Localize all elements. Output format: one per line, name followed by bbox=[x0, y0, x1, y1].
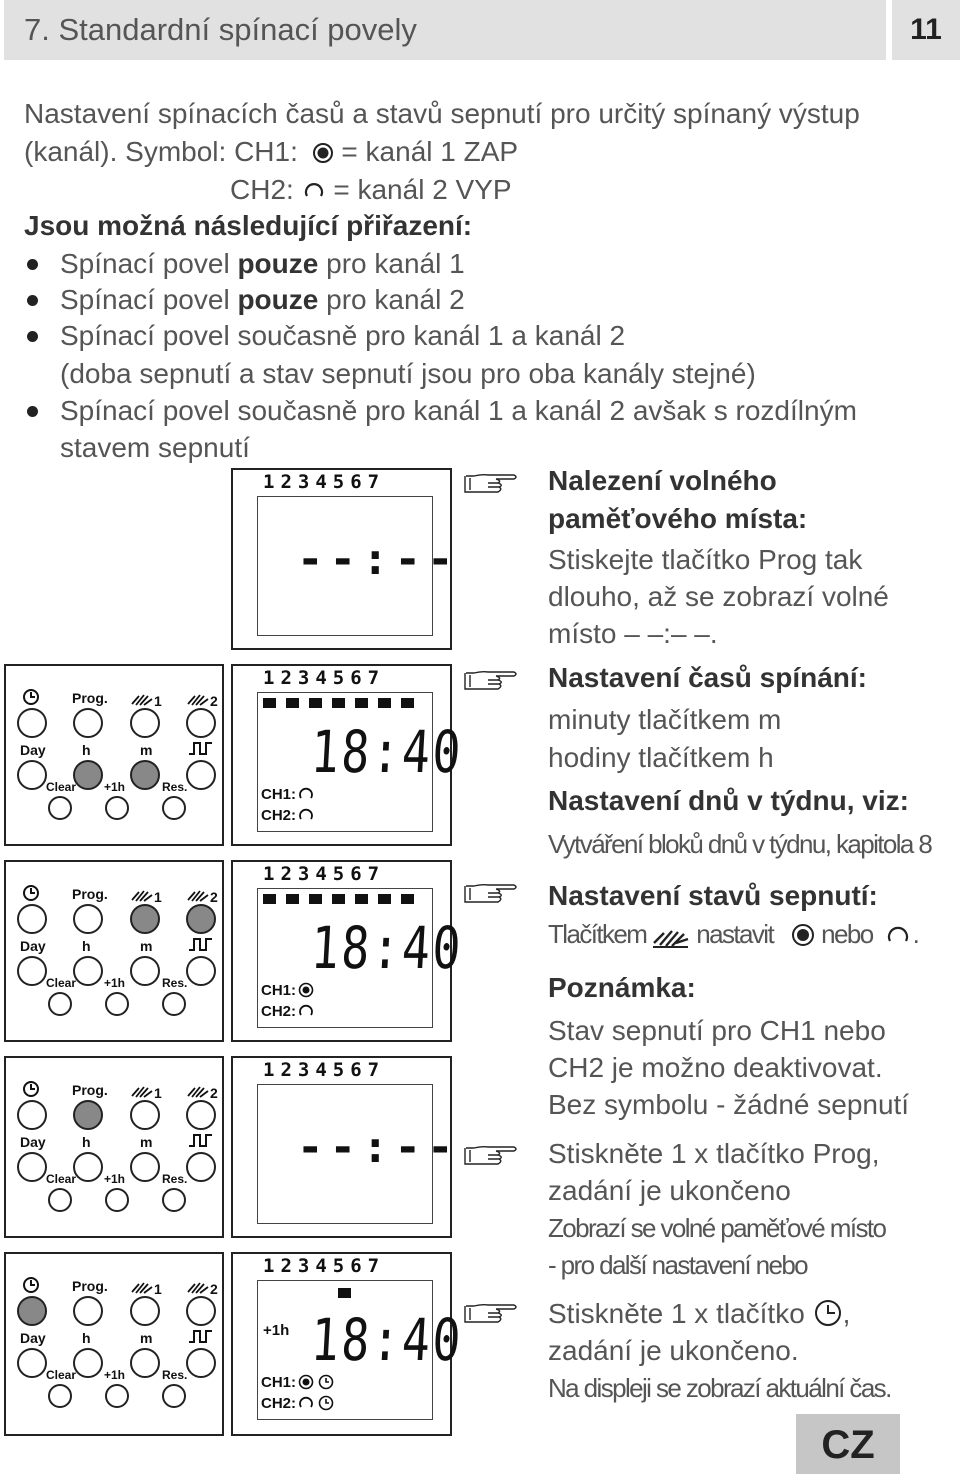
intro-line-3: CH2: = kanál 2 VYP bbox=[230, 174, 512, 205]
lcd-display-current-time bbox=[231, 1252, 465, 1436]
key-label-m: m bbox=[140, 1134, 153, 1150]
hour-button[interactable] bbox=[73, 956, 103, 986]
clock-button[interactable] bbox=[17, 708, 47, 738]
day-button[interactable] bbox=[17, 1348, 47, 1378]
lcd-display-time-set bbox=[231, 664, 465, 846]
note-text-2: CH2 je možno deaktivovat. bbox=[548, 1052, 883, 1083]
keypad-step-2 bbox=[4, 664, 224, 846]
lcd-ch1: CH1: bbox=[261, 982, 314, 999]
plus1h-button[interactable] bbox=[105, 1384, 129, 1408]
channel-on-icon bbox=[791, 923, 815, 947]
channel-on-icon bbox=[298, 982, 314, 998]
key-label-h: h bbox=[82, 1134, 91, 1150]
channel-2-button[interactable] bbox=[186, 1100, 216, 1130]
channel-off-icon bbox=[298, 1004, 314, 1018]
hand-icon bbox=[130, 690, 154, 706]
minute-button[interactable] bbox=[130, 760, 160, 790]
key-label-ch2: 2 bbox=[186, 1278, 218, 1297]
pulse-button[interactable] bbox=[186, 1348, 216, 1378]
key-label-day: Day bbox=[20, 938, 46, 954]
clock-button[interactable] bbox=[17, 1100, 47, 1130]
lcd-weekdays: 1234567 bbox=[263, 863, 386, 885]
channel-off-icon bbox=[885, 923, 911, 947]
key-label-prog: Prog. bbox=[72, 1278, 108, 1294]
intro-line-1: Nastavení spínacích časů a stavů sepnutí pro určitý spínaný výstup bbox=[24, 98, 860, 129]
step2-text-2: hodiny tlačítkem h bbox=[548, 742, 774, 773]
clear-button[interactable] bbox=[48, 1384, 72, 1408]
hand-button-icon bbox=[650, 921, 692, 949]
lcd-day-segments bbox=[263, 698, 433, 708]
key-label-plus1h: +1h bbox=[104, 780, 126, 794]
header-bar bbox=[4, 0, 886, 60]
key-label-h: h bbox=[82, 938, 91, 954]
step1-text-3: místo – –:– –. bbox=[548, 618, 718, 649]
hour-button[interactable] bbox=[73, 760, 103, 790]
key-label-plus1h: +1h bbox=[104, 1172, 126, 1186]
key-label-plus1h: +1h bbox=[104, 976, 126, 990]
channel-1-button[interactable] bbox=[130, 904, 160, 934]
minute-button[interactable] bbox=[130, 1152, 160, 1182]
bullet-dot bbox=[27, 406, 38, 417]
key-label-ch1: 1 bbox=[130, 690, 162, 709]
hand-icon bbox=[130, 1082, 154, 1098]
step1-text-2: dlouho, až se zobrazí volné bbox=[548, 581, 889, 612]
bullet-3: Spínací povel současně pro kanál 1 a kanál 2 bbox=[60, 320, 626, 351]
key-label-clear: Clear bbox=[46, 976, 77, 990]
bullet-dot bbox=[27, 295, 38, 306]
clock-icon bbox=[318, 1374, 334, 1390]
section-heading: Jsou možná následující přiřazení: bbox=[24, 210, 473, 241]
key-label-clear: Clear bbox=[46, 1368, 77, 1382]
bullet-dot bbox=[27, 259, 38, 270]
hand-icon bbox=[130, 1278, 154, 1294]
channel-off-icon bbox=[298, 787, 314, 801]
channel-off-icon bbox=[302, 180, 326, 202]
channel-1-button[interactable] bbox=[130, 1100, 160, 1130]
keypad-step-4 bbox=[4, 1056, 224, 1238]
clock-button[interactable] bbox=[17, 1296, 47, 1326]
lcd-time: 18:40 bbox=[309, 914, 465, 982]
key-label-m: m bbox=[140, 1330, 153, 1346]
section-title: 7. Standardní spínací povely bbox=[24, 12, 417, 47]
keypad-step-3 bbox=[4, 860, 224, 1042]
clock-icon bbox=[22, 884, 40, 902]
lcd-display-ch1-on bbox=[231, 860, 465, 1042]
key-label-day: Day bbox=[20, 1330, 46, 1346]
hand-icon bbox=[186, 1278, 210, 1294]
key-label-h: h bbox=[82, 1330, 91, 1346]
lcd-weekdays: 1234567 bbox=[263, 1255, 386, 1277]
reset-button[interactable] bbox=[162, 796, 186, 820]
channel-2-button[interactable] bbox=[186, 708, 216, 738]
lcd-empty-time: --:-- bbox=[297, 1122, 460, 1173]
key-label-day: Day bbox=[20, 1134, 46, 1150]
step1-title-1: Nalezení volného bbox=[548, 465, 777, 496]
pulse-button[interactable] bbox=[186, 956, 216, 986]
step4-text-2: zadání je ukončeno bbox=[548, 1175, 791, 1206]
pointing-hand-icon bbox=[462, 470, 520, 498]
step5-text-1: Stiskněte 1 x tlačítko , bbox=[548, 1298, 851, 1329]
lcd-weekdays: 1234567 bbox=[263, 667, 386, 689]
pointing-hand-icon bbox=[462, 880, 520, 908]
clock-icon bbox=[22, 688, 40, 706]
step5-text-3: Na displeji se zobrazí aktuální čas. bbox=[548, 1373, 891, 1403]
key-label-res: Res. bbox=[162, 1172, 188, 1186]
hour-button[interactable] bbox=[73, 1348, 103, 1378]
keypad-step-5 bbox=[4, 1252, 224, 1436]
lcd-weekdays: 1234567 bbox=[263, 1059, 386, 1081]
pointing-hand-icon bbox=[462, 1300, 520, 1328]
hand-icon bbox=[186, 886, 210, 902]
prog-button[interactable] bbox=[73, 1100, 103, 1130]
prog-button[interactable] bbox=[73, 1296, 103, 1326]
reset-button[interactable] bbox=[162, 1188, 186, 1212]
pointing-hand-icon bbox=[462, 1142, 520, 1170]
step4-text-4: - pro další nastavení nebo bbox=[548, 1250, 808, 1280]
minute-button[interactable] bbox=[130, 956, 160, 986]
step3-title: Nastavení stavů sepnutí: bbox=[548, 880, 878, 911]
clear-button[interactable] bbox=[48, 1188, 72, 1212]
step1-title-2: paměťového místa: bbox=[548, 503, 808, 534]
key-label-m: m bbox=[140, 938, 153, 954]
hand-icon bbox=[130, 886, 154, 902]
clear-button[interactable] bbox=[48, 796, 72, 820]
channel-1-button[interactable] bbox=[130, 708, 160, 738]
key-label-ch2: 2 bbox=[186, 690, 218, 709]
prog-button[interactable] bbox=[73, 708, 103, 738]
channel-1-button[interactable] bbox=[130, 1296, 160, 1326]
clock-icon bbox=[22, 1080, 40, 1098]
step4-text-3: Zobrazí se volné paměťové místo bbox=[548, 1213, 886, 1243]
pulse-icon bbox=[188, 936, 214, 952]
channel-2-button[interactable] bbox=[186, 904, 216, 934]
lcd-empty-time: --:-- bbox=[297, 534, 460, 585]
key-label-plus1h: +1h bbox=[104, 1368, 126, 1382]
bullet-1: Spínací povel pouze pro kanál 1 bbox=[60, 248, 465, 279]
pulse-icon bbox=[188, 1328, 214, 1344]
note-title: Poznámka: bbox=[548, 972, 696, 1003]
lcd-time: 18:40 bbox=[309, 718, 465, 786]
day-button[interactable] bbox=[17, 760, 47, 790]
lcd-display-empty-slot bbox=[231, 468, 460, 650]
step2-text-3: Vytváření bloků dnů v týdnu, kapitola 8 bbox=[548, 829, 932, 859]
pulse-button[interactable] bbox=[186, 760, 216, 790]
key-label-prog: Prog. bbox=[72, 1082, 108, 1098]
day-button[interactable] bbox=[17, 1152, 47, 1182]
clear-button[interactable] bbox=[48, 992, 72, 1016]
step1-text-1: Stiskejte tlačítko Prog tak bbox=[548, 544, 863, 575]
plus1h-button[interactable] bbox=[105, 1188, 129, 1212]
key-label-ch2: 2 bbox=[186, 886, 218, 905]
clock-icon bbox=[22, 1276, 40, 1294]
lcd-ch2: CH2: bbox=[261, 807, 314, 824]
key-label-res: Res. bbox=[162, 780, 188, 794]
key-label-res: Res. bbox=[162, 976, 188, 990]
key-label-ch1: 1 bbox=[130, 886, 162, 905]
lcd-dst-indicator: +1h bbox=[263, 1322, 290, 1339]
note-text-3: Bez symbolu - žádné sepnutí bbox=[548, 1089, 910, 1120]
lcd-time: 18:40 bbox=[309, 1306, 465, 1374]
key-label-h: h bbox=[82, 742, 91, 758]
lcd-weekdays: 1234567 bbox=[263, 471, 386, 493]
note-text-1: Stav sepnutí pro CH1 nebo bbox=[548, 1015, 886, 1046]
lcd-ch1: CH1: bbox=[261, 1374, 334, 1391]
hand-icon bbox=[186, 690, 210, 706]
hand-icon bbox=[186, 1082, 210, 1098]
step2-text-1: minuty tlačítkem m bbox=[548, 704, 782, 735]
lcd-ch2: CH2: bbox=[261, 1003, 314, 1020]
pulse-icon bbox=[188, 1132, 214, 1148]
step5-text-2: zadání je ukončeno. bbox=[548, 1335, 799, 1366]
bullet-3-continued: (doba sepnutí a stav sepnutí jsou pro oba kanály stejné) bbox=[60, 358, 756, 389]
key-label-ch1: 1 bbox=[130, 1278, 162, 1297]
channel-on-icon bbox=[312, 142, 334, 164]
channel-off-icon bbox=[298, 808, 314, 822]
prog-button[interactable] bbox=[73, 904, 103, 934]
lcd-ch1: CH1: bbox=[261, 786, 314, 803]
channel-2-button[interactable] bbox=[186, 1296, 216, 1326]
key-label-clear: Clear bbox=[46, 1172, 77, 1186]
clock-button[interactable] bbox=[17, 904, 47, 934]
step3-text: Tlačítkem nastavit nebo . bbox=[548, 919, 919, 949]
key-label-prog: Prog. bbox=[72, 886, 108, 902]
step4-text-1: Stiskněte 1 x tlačítko Prog, bbox=[548, 1138, 880, 1169]
clock-icon bbox=[318, 1395, 334, 1411]
key-label-ch2: 2 bbox=[186, 1082, 218, 1101]
bullet-dot bbox=[27, 331, 38, 342]
key-label-res: Res. bbox=[162, 1368, 188, 1382]
intro-line-2: (kanál). Symbol: CH1: = kanál 1 ZAP bbox=[24, 136, 519, 167]
bullet-4: Spínací povel současně pro kanál 1 a kanál 2 avšak s rozdílným bbox=[60, 395, 857, 426]
lcd-day-segment bbox=[338, 1288, 351, 1298]
language-tab: CZ bbox=[796, 1414, 900, 1474]
page-number: 11 bbox=[892, 0, 960, 60]
day-button[interactable] bbox=[17, 956, 47, 986]
reset-button[interactable] bbox=[162, 992, 186, 1016]
key-label-day: Day bbox=[20, 742, 46, 758]
plus1h-button[interactable] bbox=[105, 992, 129, 1016]
step2-title: Nastavení časů spínání: bbox=[548, 662, 868, 693]
channel-on-icon bbox=[298, 1374, 314, 1390]
step2-title-2: Nastavení dnů v týdnu, viz: bbox=[548, 785, 909, 816]
lcd-display-next-slot bbox=[231, 1056, 460, 1238]
key-label-m: m bbox=[140, 742, 153, 758]
plus1h-button[interactable] bbox=[105, 796, 129, 820]
bullet-4-continued: stavem sepnutí bbox=[60, 432, 250, 463]
key-label-prog: Prog. bbox=[72, 690, 108, 706]
lcd-day-segments bbox=[263, 894, 433, 904]
key-label-ch1: 1 bbox=[130, 1082, 162, 1101]
channel-off-icon bbox=[298, 1396, 314, 1410]
clock-icon bbox=[813, 1298, 843, 1328]
reset-button[interactable] bbox=[162, 1384, 186, 1408]
pointing-hand-icon bbox=[462, 667, 520, 695]
pulse-button[interactable] bbox=[186, 1152, 216, 1182]
lcd-ch2: CH2: bbox=[261, 1395, 334, 1412]
bullet-2: Spínací povel pouze pro kanál 2 bbox=[60, 284, 465, 315]
minute-button[interactable] bbox=[130, 1348, 160, 1378]
pulse-icon bbox=[188, 740, 214, 756]
key-label-clear: Clear bbox=[46, 780, 77, 794]
hour-button[interactable] bbox=[73, 1152, 103, 1182]
